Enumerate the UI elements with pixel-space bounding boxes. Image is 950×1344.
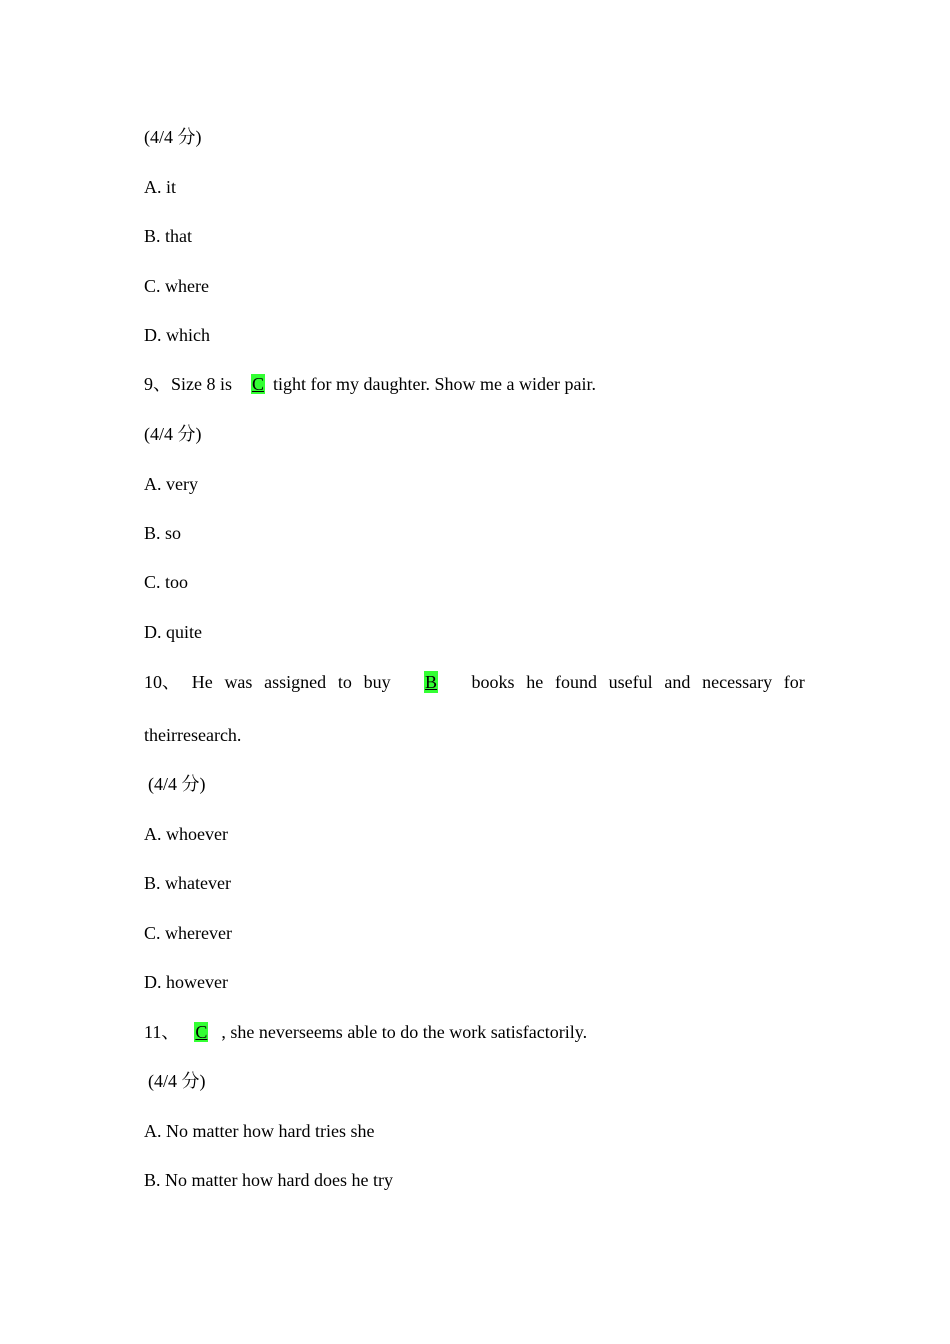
q8-option-a: A. it [144,177,177,197]
q11-score: (4/4 分) [148,1071,206,1091]
q8-option-b: B. that [144,226,192,246]
q10-word: necessary [702,672,773,692]
q10-word: for [783,672,805,692]
q11-number: 11、 [144,1022,180,1042]
q9-option-b: B. so [144,523,182,543]
q9-option-d: D. quite [144,622,202,642]
q11-question [144,1021,587,1043]
q9-number: 9、 [144,374,171,394]
q10-score: (4/4 分) [148,774,206,794]
q11-option-b: B. No matter how hard does he try [144,1170,393,1190]
q10-option-b: B. whatever [144,873,231,893]
q10-option-c: C. wherever [144,923,232,943]
q10-word: books [471,672,515,692]
q10-word: assigned [264,672,327,692]
q10-option-a: A. whoever [144,824,228,844]
q8-score: (4/4 分) [144,127,202,147]
q10-question-line2: theirresearch. [144,725,242,745]
q8-option-d: D. which [144,325,210,345]
q10-word: He [191,672,213,692]
q10-word: was [224,672,253,692]
q10-number: 10、 [144,672,180,692]
q9-question [144,373,596,395]
q10-word: buy [363,672,391,692]
q10-question-line1 [144,671,805,693]
q9-option-c: C. too [144,572,189,592]
q10-option-d: D. however [144,972,228,992]
q10-word: to [337,672,352,692]
q10-answer-highlight: B [425,672,438,692]
q9-score: (4/4 分) [144,424,202,444]
q11-text-post: , she neverseems able to do the work satisfactorily. [221,1022,588,1042]
q10-word: useful [608,672,653,692]
q8-option-c: C. where [144,276,209,296]
q9-text-post: tight for my daughter. Show me a wider pair. [273,374,596,394]
q9-answer-highlight: C [252,374,265,394]
q10-word: and [664,672,691,692]
q9-option-a: A. very [144,474,198,494]
q11-answer-highlight: C [195,1022,208,1042]
q10-word: he [526,672,544,692]
q9-text-pre: Size 8 is [171,374,232,394]
q11-option-a: A. No matter how hard tries she [144,1121,375,1141]
q10-word: found [554,672,597,692]
